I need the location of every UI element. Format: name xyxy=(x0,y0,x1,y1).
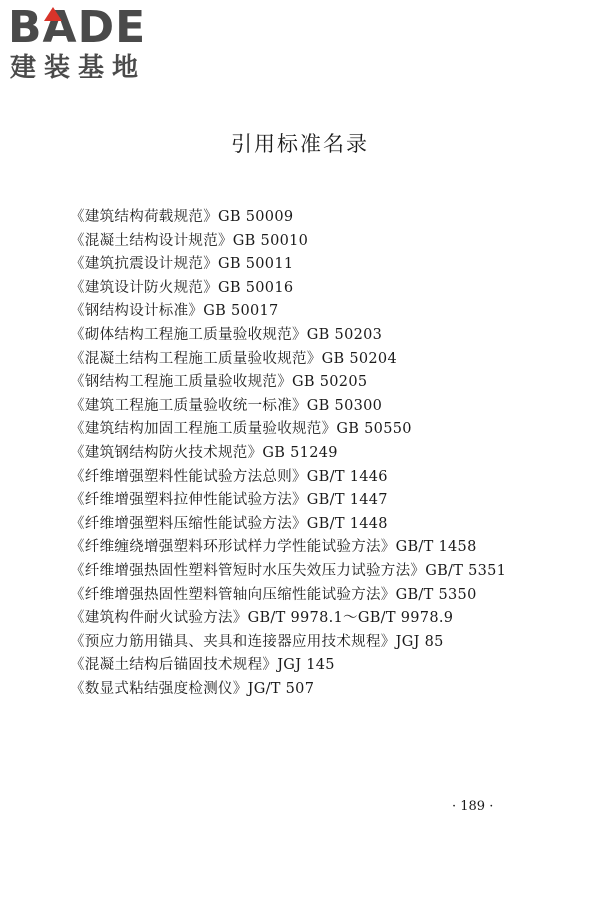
list-item: 《砌体结构工程施工质量验收规范》GB 50203 xyxy=(70,326,383,343)
list-item: 《纤维增强热固性塑料管轴向压缩性能试验方法》GB/T 5350 xyxy=(70,586,477,603)
list-item: 《建筑构件耐火试验方法》GB/T 9978.1～GB/T 9978.9 xyxy=(70,610,454,627)
list-item: 《建筑抗震设计规范》GB 50011 xyxy=(70,256,294,273)
logo-subtitle: 建装基地 xyxy=(10,53,147,83)
logo-accent-triangle xyxy=(44,7,62,21)
list-item: 《钢结构工程施工质量验收规范》GB 50205 xyxy=(70,374,368,391)
list-item: 《纤维缠绕增强塑料环形试样力学性能试验方法》GB/T 1458 xyxy=(70,539,477,556)
logo-wordmark: BADE xyxy=(8,2,147,53)
list-item: 《建筑结构荷载规范》GB 50009 xyxy=(70,209,294,225)
brand-logo xyxy=(8,4,178,86)
list-item: 《预应力筋用锚具、夹具和连接器应用技术规程》JGJ 85 xyxy=(70,633,444,650)
list-item: 《混凝土结构设计规范》GB 50010 xyxy=(70,232,309,249)
list-item: 《纤维增强热固性塑料管短时水压失效压力试验方法》GB/T 5351 xyxy=(70,562,507,579)
page-title: 引用标准名录 xyxy=(231,132,369,156)
page-number: · 189 · xyxy=(452,799,494,814)
list-item: 《数显式粘结强度检测仪》JG/T 507 xyxy=(70,680,315,697)
list-item: 《建筑设计防火规范》GB 50016 xyxy=(70,279,294,296)
list-item: 《建筑结构加固工程施工质量验收规范》GB 50550 xyxy=(70,421,412,438)
list-item: 《钢结构设计标准》GB 50017 xyxy=(70,303,279,320)
list-item: 《建筑工程施工质量验收统一标准》GB 50300 xyxy=(70,397,383,414)
list-item: 《混凝土结构后锚固技术规程》JGJ 145 xyxy=(70,657,335,674)
list-item: 《建筑钢结构防火技术规范》GB 51249 xyxy=(70,444,338,461)
list-item: 《纤维增强塑料性能试验方法总则》GB/T 1446 xyxy=(70,468,388,485)
list-item: 《纤维增强塑料拉伸性能试验方法》GB/T 1447 xyxy=(70,492,388,509)
list-item: 《纤维增强塑料压缩性能试验方法》GB/T 1448 xyxy=(70,515,388,532)
standards-list xyxy=(70,206,590,701)
list-item: 《混凝土结构工程施工质量验收规范》GB 50204 xyxy=(70,350,397,367)
